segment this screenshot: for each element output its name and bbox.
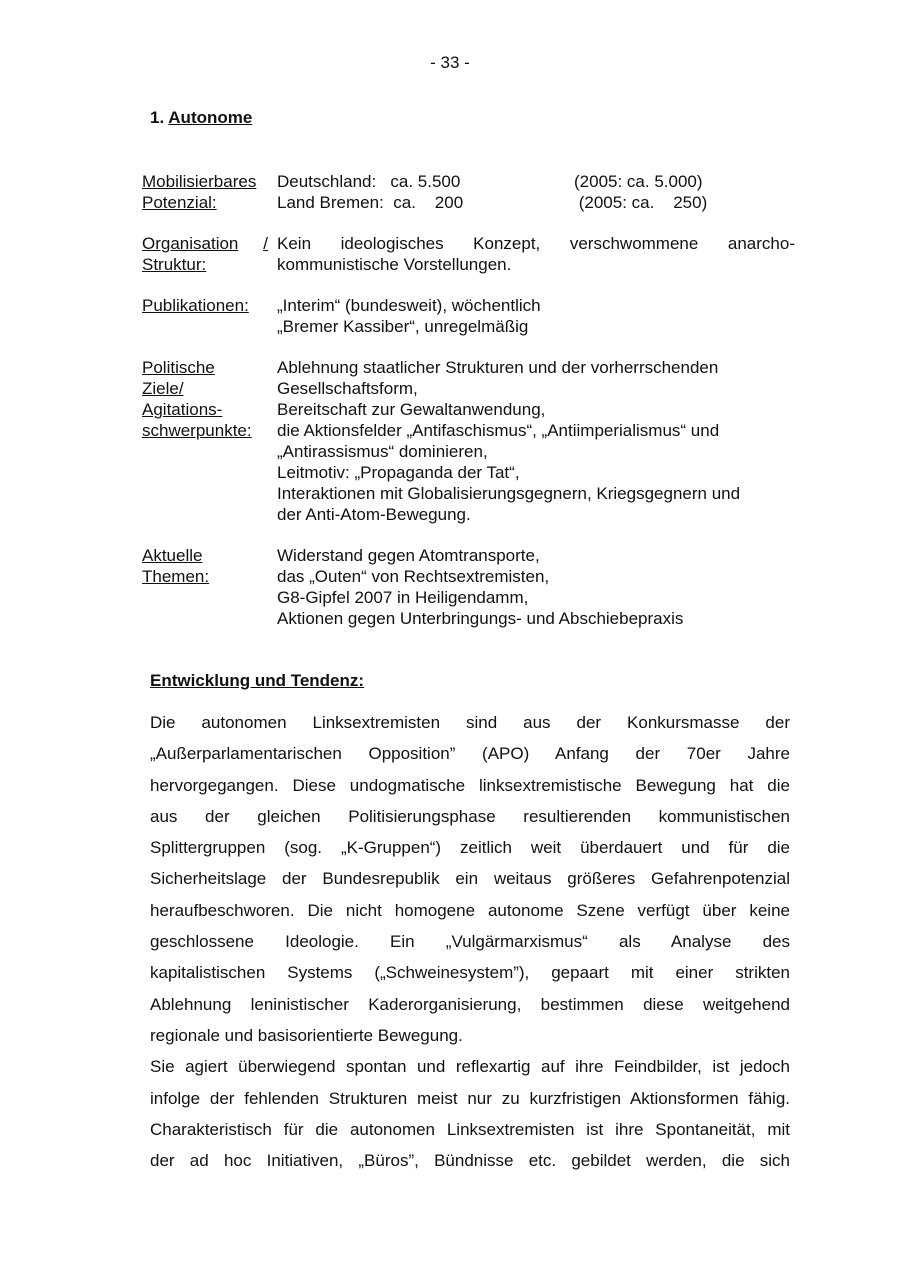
body-line: infolge der fehlenden Strukturen meist nur zu kurzfristigen Aktionsformen fähig. — [150, 1088, 790, 1108]
fact-value-line: G8-Gipfel 2007 in Heiligendamm, — [277, 588, 529, 607]
fact-row-goals — [142, 357, 795, 525]
fact-table — [142, 171, 795, 629]
potential-comparison: (2005: ca. 250) — [574, 193, 708, 212]
fact-value-line: „Bremer Kassiber“, unregelmäßig — [277, 317, 529, 336]
fact-value-line: Bereitschaft zur Gewaltanwendung, — [277, 400, 546, 419]
body-line: Ablehnung leninistischer Kaderorganisierung, bestimmen diese weitgehend — [150, 994, 790, 1014]
body-line: Splittergruppen (sog. „K-Gruppen“) zeitlich weit überdauert und für die — [150, 838, 790, 858]
section-heading — [150, 108, 252, 128]
fact-label-line: Potenzial: — [142, 193, 217, 212]
fact-value-line: der Anti-Atom-Bewegung. — [277, 505, 471, 524]
potential-comparison: (2005: ca. 5.000) — [574, 172, 703, 191]
body-line: „Außerparlamentarischen Opposition” (APO) Anfang der 70er Jahre — [150, 744, 790, 764]
fact-value-line: „Antirassismus“ dominieren, — [277, 442, 488, 461]
fact-label-line: Themen: — [142, 567, 210, 586]
body-line: hervorgegangen. Diese undogmatische linksextremistische Bewegung hat die — [150, 775, 790, 795]
fact-label-organisation — [142, 233, 277, 275]
fact-value-organisation — [277, 233, 795, 275]
fact-value-goals — [277, 357, 795, 525]
fact-label-line: schwerpunkte: — [142, 421, 252, 440]
body-line: der ad hoc Initiativen, „Büros”, Bündnisse etc. gebildet werden, die sich — [150, 1151, 790, 1171]
fact-row-organisation — [142, 233, 795, 275]
fact-value-publications — [277, 295, 795, 337]
fact-value-line: Leitmotiv: „Propaganda der Tat“, — [277, 463, 520, 482]
fact-label-line: Ziele/ — [142, 379, 184, 398]
fact-label-line: Organisation — [142, 234, 239, 253]
fact-value-line: Aktionen gegen Unterbringungs- und Abschiebepraxis — [277, 609, 684, 628]
fact-label-line: Agitations- — [142, 400, 223, 419]
body-line: Die autonomen Linksextremisten sind aus der Konkursmasse der — [150, 713, 790, 732]
body-line: geschlossene Ideologie. Ein „Vulgärmarxismus“ als Analyse des — [150, 932, 790, 952]
fact-value-line: Widerstand gegen Atomtransporte, — [277, 546, 540, 565]
body-line: aus der gleichen Politisierungsphase resultierenden kommunistischen — [150, 806, 790, 826]
development-body — [150, 707, 790, 1176]
fact-label-publications — [142, 295, 277, 337]
fact-value-line: kommunistische Vorstellungen. — [277, 255, 512, 274]
fact-value-topics — [277, 545, 795, 629]
fact-label-goals — [142, 357, 277, 525]
body-line: heraufbeschworen. Die nicht homogene autonome Szene verfügt über keine — [150, 900, 790, 920]
fact-row-potential — [142, 171, 795, 213]
fact-value-line: Kein ideologisches Konzept, verschwommene anarcho- — [277, 234, 795, 253]
fact-value-line: Gesellschaftsform, — [277, 379, 418, 398]
fact-value-potential — [277, 171, 795, 213]
fact-label-slash: / — [263, 234, 268, 253]
body-line: Sie agiert überwiegend spontan und reflexartig auf ihre Feindbilder, ist jedoch — [150, 1057, 790, 1077]
potential-row-bremen — [277, 192, 795, 213]
fact-value-line: Ablehnung staatlicher Strukturen und der vorherrschenden — [277, 358, 719, 377]
fact-label-potential — [142, 171, 277, 213]
fact-label-line: Publikationen: — [142, 296, 249, 315]
potential-value: Deutschland: ca. 5.500 — [277, 172, 461, 191]
body-line: Charakteristisch für die autonomen Linksextremisten ist ihre Spontaneität, mit — [150, 1119, 790, 1139]
fact-label-topics — [142, 545, 277, 629]
fact-value-line: die Aktionsfelder „Antifaschismus“, „Antiimperialismus“ und — [277, 421, 720, 440]
fact-label-line: Mobilisierbares — [142, 172, 257, 191]
fact-value-line: Interaktionen mit Globalisierungsgegnern, Kriegsgegnern und — [277, 484, 741, 503]
development-heading: Entwicklung und Tendenz: — [150, 671, 365, 690]
fact-label-line: Aktuelle — [142, 546, 203, 565]
potential-row-germany — [277, 171, 795, 192]
fact-row-topics — [142, 545, 795, 629]
body-line: kapitalistischen Systems („Schweinesystem”), gepaart mit einer strikten — [150, 963, 790, 983]
fact-value-line: „Interim“ (bundesweit), wöchentlich — [277, 296, 541, 315]
fact-value-line: das „Outen“ von Rechtsextremisten, — [277, 567, 550, 586]
fact-row-publications — [142, 295, 795, 337]
potential-value: Land Bremen: ca. 200 — [277, 193, 464, 212]
body-line: regionale und basisorientierte Bewegung. — [150, 1025, 463, 1045]
section-number: 1. — [150, 108, 165, 127]
body-line: Sicherheitslage der Bundesrepublik ein weitaus größeres Gefahrenpotenzial — [150, 869, 790, 889]
section-title: Autonome — [168, 108, 253, 127]
page-number: - 33 - — [430, 53, 470, 72]
fact-label-line: Politische — [142, 358, 215, 377]
fact-label-line: Struktur: — [142, 255, 207, 274]
